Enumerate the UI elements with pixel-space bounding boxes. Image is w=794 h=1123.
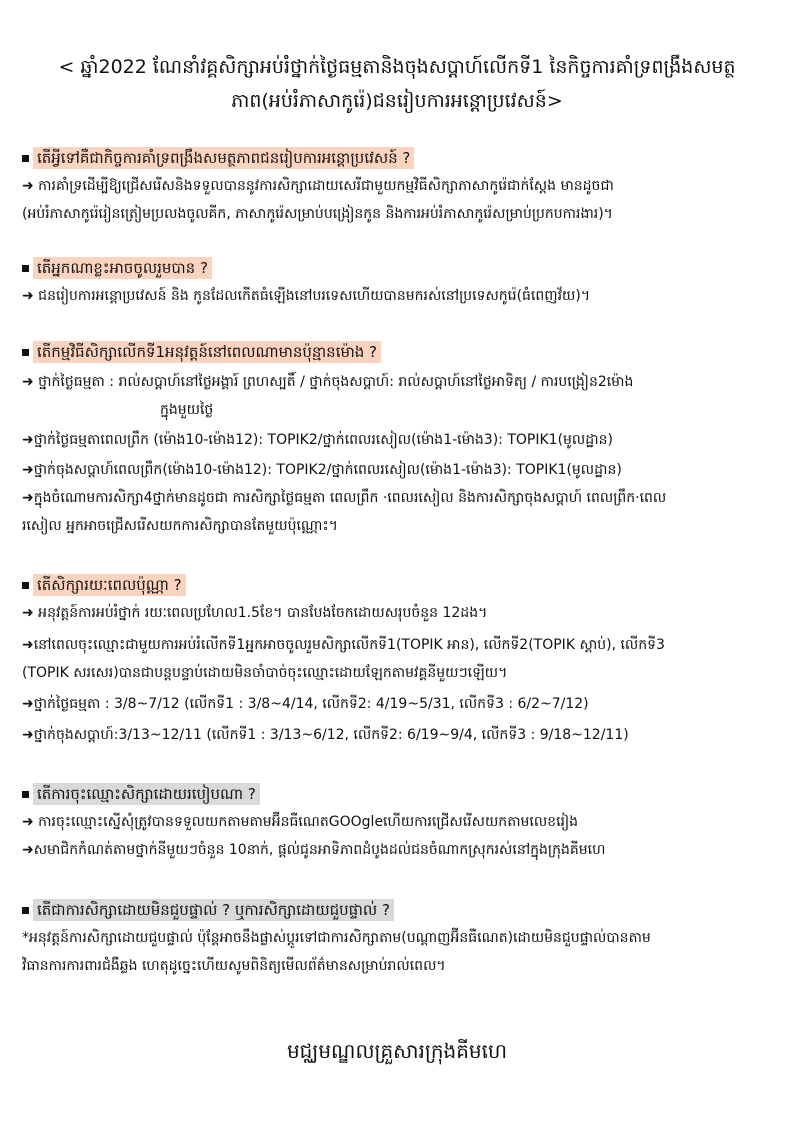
section-line: ➜នៅពេលចុះឈ្មោះជាមួយការអប់រំលើកទី1អ្នកអាចចូលរួមសិក្សាលើកទី1(TOPIK អាន), លើកទី2(TOPIK ស្តាប់), លើកទី3 (22, 637, 665, 653)
section-line: ➜ អនុវត្តន៍ការអប់រំថ្នាក់ រយៈពេលប្រហែល1.5ខែ។ បានបែងចែកដោយសរុបចំនួន 12ដង។ (22, 605, 488, 621)
section-line: ➜ក្នុងចំណោមការសិក្សា4ថ្នាក់មានដូចជា ការសិក្សាថ្ងៃធម្មតា ពេលព្រឹក ·ពេលរសៀល និងការសិក្សាចុងសប្តាហ៍ ពេលព្រឹក·ពេល (22, 490, 667, 506)
section-heading-text: តើអ្វីទៅគឺជាកិច្ចការគាំទ្រពង្រឹងសមត្ថភាពជនរៀបការអន្តោប្រវេសន៍ ? (33, 147, 414, 169)
title-line-1: < ឆ្នាំ2022 ណែនាំវគ្គសិក្សាអប់រំថ្នាក់ថ្ងៃធម្មតានិងចុងសប្តាហ៍លើកទី1 នៃកិច្ចការគាំទ្រពង្រឹងសមត្ថ (58, 56, 736, 78)
section-line: ➜សមាជិកកំណត់តាមថ្នាក់នីមួយៗចំនួន 10នាក់, ផ្តល់ជូនអាទិភាពដំបូងដល់ជនចំណាកស្រុករស់នៅក្នុងក្រុងគីមហេ (22, 842, 606, 858)
document-title (40, 50, 754, 118)
section-line: (អប់រំភាសាកូរ៉េរៀនត្រៀមប្រលងចូលគីក, ភាសាកូរ៉េសម្រាប់បង្រៀនកូន និងការអប់រំភាសាកូរ៉េសម្រាប់ប្រកបការងារ)។ (22, 206, 613, 222)
section-line: ➜ថ្នាក់ចុងសប្តាហ៍ពេលព្រឹក(ម៉ោង10-ម៉ោង12): TOPIK2/ថ្នាក់ពេលរសៀល(ម៉ោង1-ម៉ោង3): TOPIK1(មូលដ្ឋាន) (22, 462, 622, 478)
section-line: ➜ថ្នាក់ថ្ងៃធម្មតាពេលព្រឹក (ម៉ោង10-ម៉ោង12): TOPIK2/ថ្នាក់ពេលរសៀល(ម៉ោង1-ម៉ោង3): TOPIK1(មូលដ្ឋាន) (22, 432, 613, 448)
section-heading-text: តើការចុះឈ្មោះសិក្សាដោយរបៀបណា ? (33, 783, 260, 805)
section-heading-when (22, 340, 381, 364)
section-heading-what-is (22, 146, 414, 170)
section-heading-text: តើកម្មវិធីសិក្សាលើកទី1អនុវត្តន៍នៅពេលណាមានប៉ុន្មានម៉ោង ? (33, 341, 381, 363)
section-heading-registration (22, 782, 260, 806)
section-heading-online-offline (22, 898, 394, 922)
section-line: ➜ ការចុះឈ្មោះស្នើសុំត្រូវបានទទួលយកតាមតាមអ៊ីនធឺណេតGOOgleហើយការជ្រើសរើសយកតាមលេខរៀង (22, 814, 579, 830)
square-bullet-icon (22, 265, 29, 272)
section-heading-text: តើអ្នកណាខ្លះអាចចូលរួមបាន ? (33, 257, 212, 279)
title-line-2: ភាព(អប់រំភាសាកូរ៉េ)ជនរៀបការអន្តោប្រវេសន៍> (231, 90, 563, 112)
section-line: ➜ ជនរៀបការអន្តោប្រវេសន៍ និង កូនដែលកើតធំឡើងនៅបរទេសហើយបានមករស់នៅប្រទេសកូរ៉េ(ធំពេញវ័យ)។ (22, 288, 591, 304)
section-heading-who (22, 256, 212, 280)
square-bullet-icon (22, 155, 29, 162)
section-line: ➜ថ្នាក់ចុងសប្តាហ៍:3/13~12/11 (លើកទី1 : 3/13~6/12, លើកទី2: 6/19~9/4, លើកទី3 : 9/18~12/11) (22, 727, 629, 743)
section-heading-text: តើជាការសិក្សាដោយមិនជួបផ្ទាល់ ? ឬការសិក្សាដោយជួបផ្ទាល់ ? (33, 899, 394, 921)
section-line: វិធានការការពារជំងឺឆ្លង ហេតុដូច្នេះហើយសូមពិនិត្យមើលព័ត៌មានសម្រាប់រាល់ពេល។ (22, 958, 446, 974)
square-bullet-icon (22, 791, 29, 798)
section-line: ➜ ថ្នាក់ថ្ងៃធម្មតា : រាល់សប្តាហ៍នៅថ្ងៃអង្គារ៍ ព្រហស្បតិ៍ / ថ្នាក់ចុងសប្តាហ៍: រាល់សប្តាហ៍នៅថ្ងៃអាទិត្យ / ការបង្រៀន2ម៉ោង (22, 374, 634, 390)
section-line: ➜ ការគាំទ្រដើម្បីឱ្យជ្រើសរើសនិងទទួលបាននូវការសិក្សាដោយសេរីជាមួយកម្មវិធីសិក្សាភាសាកូរ៉េជាក់ស្តែង មានដូចជា (22, 178, 614, 194)
section-line: *អនុវត្តន៍ការសិក្សាដោយជួបផ្ទាល់ ប៉ុន្តែអាចនឹងផ្លាស់ប្តូរទៅជាការសិក្សាតាម(បណ្តាញអ៊ីនធឺណេត)ដោយមិនជួបផ្ទាល់បានតាម (22, 930, 651, 946)
section-heading-duration (22, 573, 186, 597)
square-bullet-icon (22, 582, 29, 589)
section-line: (TOPIK សរសេរ)បានជាបន្តបន្ទាប់ដោយមិនចាំបាច់ចុះឈ្មោះដោយឡែកតាមវគ្គនីមួយៗឡើយ។ (22, 665, 508, 681)
footer-organization: មជ្ឈមណ្ឌលគ្រួសារក្រុងគីមហេ (286, 1039, 508, 1063)
section-heading-text: តើសិក្សារយៈពេលប៉ុណ្ណា ? (33, 574, 186, 596)
square-bullet-icon (22, 907, 29, 914)
section-line: ក្នុងមួយថ្ងៃ (160, 402, 214, 418)
square-bullet-icon (22, 349, 29, 356)
section-line: រសៀល អ្នកអាចជ្រើសរើសយកការសិក្សាបានតែមួយប៉ុណ្ណោះ។ (22, 518, 338, 534)
section-line: ➜ថ្នាក់ថ្ងៃធម្មតា : 3/8~7/12 (លើកទី1 : 3/8~4/14, លើកទី2: 4/19~5/31, លើកទី3 : 6/2~7/12) (22, 696, 589, 712)
